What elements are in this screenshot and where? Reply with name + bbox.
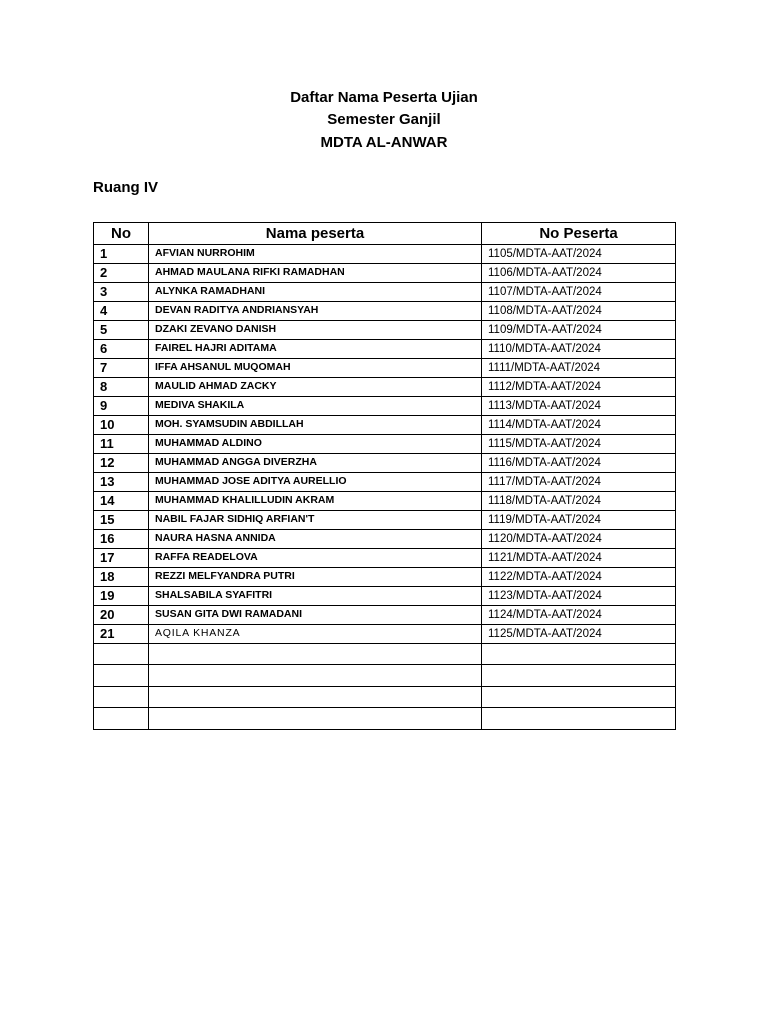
- column-header-name: Nama peserta: [149, 223, 482, 245]
- row-number: 4: [94, 302, 149, 321]
- empty-cell: [482, 708, 676, 729]
- participant-number: 1116/MDTA-AAT/2024: [482, 454, 676, 473]
- table-row: [94, 264, 676, 283]
- table-row: [94, 302, 676, 321]
- participant-name: RAFFA READELOVA: [149, 549, 482, 568]
- participant-number: 1118/MDTA-AAT/2024: [482, 492, 676, 511]
- participant-number: 1108/MDTA-AAT/2024: [482, 302, 676, 321]
- table-row: [94, 473, 676, 492]
- participant-number: 1120/MDTA-AAT/2024: [482, 530, 676, 549]
- table-row: [94, 340, 676, 359]
- empty-cell: [482, 665, 676, 686]
- row-number: 14: [94, 492, 149, 511]
- row-number: 13: [94, 473, 149, 492]
- participant-name: DZAKI ZEVANO DANISH: [149, 321, 482, 340]
- participant-name: DEVAN RADITYA ANDRIANSYAH: [149, 302, 482, 321]
- participant-number: 1106/MDTA-AAT/2024: [482, 264, 676, 283]
- participant-number: 1111/MDTA-AAT/2024: [482, 359, 676, 378]
- participant-name: REZZI MELFYANDRA PUTRI: [149, 568, 482, 587]
- participant-number: 1114/MDTA-AAT/2024: [482, 416, 676, 435]
- table-row: [94, 378, 676, 397]
- row-number: 7: [94, 359, 149, 378]
- participant-number: 1105/MDTA-AAT/2024: [482, 245, 676, 264]
- column-header-no: No: [94, 223, 149, 245]
- row-number: 17: [94, 549, 149, 568]
- participant-name: AQILA KHANZA: [149, 625, 482, 644]
- participant-number: 1112/MDTA-AAT/2024: [482, 378, 676, 397]
- table-row: [94, 530, 676, 549]
- row-number: 1: [94, 245, 149, 264]
- participant-number: 1119/MDTA-AAT/2024: [482, 511, 676, 530]
- row-number: 19: [94, 587, 149, 606]
- table-row: [94, 397, 676, 416]
- empty-cell: [482, 644, 676, 665]
- empty-cell: [149, 686, 482, 707]
- table-row: [94, 321, 676, 340]
- empty-cell: [149, 644, 482, 665]
- row-number: 5: [94, 321, 149, 340]
- participant-name: MUHAMMAD ANGGA DIVERZHA: [149, 454, 482, 473]
- table-row: [94, 625, 676, 644]
- row-number: 11: [94, 435, 149, 454]
- room-label: Ruang IV: [93, 179, 159, 196]
- row-number: 15: [94, 511, 149, 530]
- participant-name: FAIREL HAJRI ADITAMA: [149, 340, 482, 359]
- column-header-participant-number: No Peserta: [482, 223, 676, 245]
- row-number: 8: [94, 378, 149, 397]
- table-row: [94, 359, 676, 378]
- empty-cell: [94, 665, 149, 686]
- participant-name: SHALSABILA SYAFITRI: [149, 587, 482, 606]
- participant-name: MUHAMMAD ALDINO: [149, 435, 482, 454]
- participant-name: MEDIVA SHAKILA: [149, 397, 482, 416]
- table-header-row: [94, 223, 676, 245]
- participant-number: 1113/MDTA-AAT/2024: [482, 397, 676, 416]
- participant-name: SUSAN GITA DWI RAMADANI: [149, 606, 482, 625]
- participant-name: AFVIAN NURROHIM: [149, 245, 482, 264]
- participant-name: MUHAMMAD KHALILLUDIN AKRAM: [149, 492, 482, 511]
- row-number: 3: [94, 283, 149, 302]
- row-number: 12: [94, 454, 149, 473]
- document-subtitle-school: MDTA AL-ANWAR: [320, 134, 448, 151]
- participant-name: IFFA AHSANUL MUQOMAH: [149, 359, 482, 378]
- table-row: [94, 549, 676, 568]
- table-row: [94, 587, 676, 606]
- row-number: 10: [94, 416, 149, 435]
- participant-name: MOH. SYAMSUDIN ABDILLAH: [149, 416, 482, 435]
- table-row: [94, 511, 676, 530]
- row-number: 21: [94, 625, 149, 644]
- participant-name: MAULID AHMAD ZACKY: [149, 378, 482, 397]
- participant-number: 1109/MDTA-AAT/2024: [482, 321, 676, 340]
- participant-name: MUHAMMAD JOSE ADITYA AURELLIO: [149, 473, 482, 492]
- table-row: [94, 492, 676, 511]
- participant-name: ALYNKA RAMADHANI: [149, 283, 482, 302]
- table-row: [94, 435, 676, 454]
- row-number: 20: [94, 606, 149, 625]
- table-row: [94, 245, 676, 264]
- empty-table-row: [94, 708, 676, 729]
- participant-number: 1122/MDTA-AAT/2024: [482, 568, 676, 587]
- row-number: 18: [94, 568, 149, 587]
- empty-cell: [482, 686, 676, 707]
- participant-table: [93, 222, 676, 730]
- participant-number: 1107/MDTA-AAT/2024: [482, 283, 676, 302]
- table-row: [94, 568, 676, 587]
- participant-number: 1124/MDTA-AAT/2024: [482, 606, 676, 625]
- participant-number: 1121/MDTA-AAT/2024: [482, 549, 676, 568]
- empty-cell: [94, 644, 149, 665]
- row-number: 9: [94, 397, 149, 416]
- participant-number: 1117/MDTA-AAT/2024: [482, 473, 676, 492]
- table-row: [94, 283, 676, 302]
- participant-number: 1115/MDTA-AAT/2024: [482, 435, 676, 454]
- participant-name: AHMAD MAULANA RIFKI RAMADHAN: [149, 264, 482, 283]
- table-row: [94, 416, 676, 435]
- participant-name: NAURA HASNA ANNIDA: [149, 530, 482, 549]
- empty-table-row: [94, 644, 676, 665]
- document-title: Daftar Nama Peserta Ujian: [290, 89, 478, 106]
- participant-number: 1110/MDTA-AAT/2024: [482, 340, 676, 359]
- empty-cell: [94, 686, 149, 707]
- participant-number: 1123/MDTA-AAT/2024: [482, 587, 676, 606]
- table-row: [94, 454, 676, 473]
- table-row: [94, 606, 676, 625]
- empty-cell: [149, 665, 482, 686]
- document-subtitle-semester: Semester Ganjil: [327, 111, 441, 128]
- empty-table-row: [94, 665, 676, 686]
- participant-name: NABIL FAJAR SIDHIQ ARFIAN'T: [149, 511, 482, 530]
- empty-cell: [149, 708, 482, 729]
- row-number: 16: [94, 530, 149, 549]
- empty-table-row: [94, 686, 676, 707]
- empty-cell: [94, 708, 149, 729]
- participant-number: 1125/MDTA-AAT/2024: [482, 625, 676, 644]
- row-number: 2: [94, 264, 149, 283]
- row-number: 6: [94, 340, 149, 359]
